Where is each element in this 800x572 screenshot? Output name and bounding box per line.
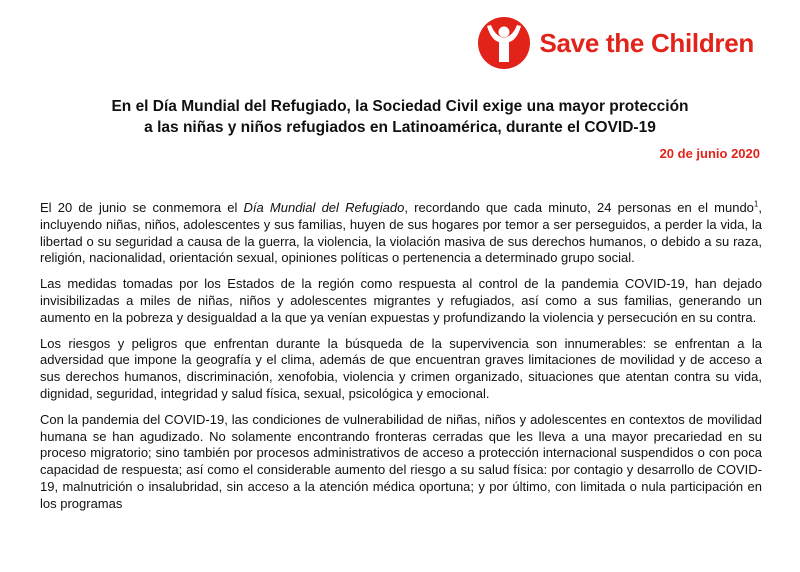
article-body <box>40 200 762 522</box>
title-line-1: En el Día Mundial del Refugiado, la Sociedad Civil exige una mayor protección <box>111 98 689 115</box>
logo-text: Save the Children <box>539 27 754 58</box>
brand-logo <box>477 16 754 70</box>
paragraph-4: Con la pandemia del COVID-19, las condiciones de vulnerabilidad de niñas, niños y adolescentes en contextos de movilidad humana se han agudizado. No solamente encontrando fronteras cerradas que les lleva a una mayor precariedad en su proceso migratorio; sino también por procesos administrativos de acceso a protección internacional suspendidos o con poca capacidad de respuesta; así como el considerable aumento del riesgo a su salud física: por contagio y desarrollo de COVID-19, malnutrición o insalubridad, sin acceso a la atención médica oportuna; y por último, con limitada o nula participación en los programas <box>40 411 762 511</box>
paragraph-3: Los riesgos y peligros que enfrentan durante la búsqueda de la supervivencia son innumerables: se enfrentan a la adversidad que impone la geografía y el clima, además de que encuentran graves limitaciones de movilidad y de acceso a sus derechos humanos, discriminación, xenofobia, violencia y crimen organizado, situaciones que atentan contra su vida, dignidad, seguridad, integridad y salud física, sexual, psicológica y emocional. <box>40 335 762 401</box>
paragraph-1: El 20 de junio se conmemora el Día Mundial del Refugiado, recordando que cada minuto, 24 personas en el mundo$^1$, incluyendo niñas, niños, adolescentes y sus familias, huyen de sus hogares por temor a ser perseguidos, a perder la vida, la libertad o su seguridad a causa de la guerra, la violencia, la violación masiva de sus derechos humanos, o debido a su raza, religión, nacionalidad, orientación sexual, opiniones políticas o pertenencia a determinado grupo social. <box>40 199 762 266</box>
footnote-ref[interactable]: 1 <box>753 199 759 209</box>
publication-date: 20 de junio 2020 <box>659 146 760 161</box>
press-release-title <box>40 96 760 138</box>
title-line-2: a las niñas y niños refugiados en Latinoamérica, durante el COVID-19 <box>144 119 656 136</box>
child-arms-up-icon <box>477 16 531 70</box>
paragraph-2: Las medidas tomadas por los Estados de la región como respuesta al control de la pandemia COVID-19, han dejado invisibilizadas a miles de niñas, niños y adolescentes migrantes y refugiados, así como a sus familias, generando un aumento en la pobreza y desigualdad a la que ya venían expuestas y profundizando la violencia y persecución en su contra. <box>40 276 762 325</box>
emphasis-text: Día Mundial del Refugiado <box>243 200 405 215</box>
